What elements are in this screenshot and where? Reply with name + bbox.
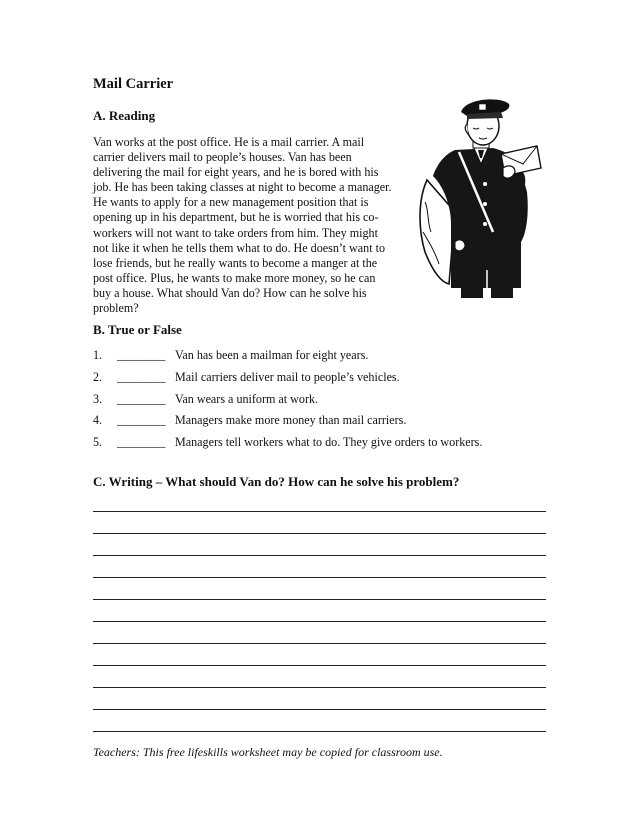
- reading-passage: [93, 135, 413, 316]
- reading-line: workers will not want to take orders from him. They might: [93, 225, 378, 240]
- writing-line[interactable]: [93, 599, 546, 600]
- item-number: 1.: [93, 348, 103, 362]
- mail-carrier-illustration: [415, 92, 553, 302]
- writing-line[interactable]: [93, 511, 546, 512]
- section-b-heading: B. True or False: [93, 322, 182, 337]
- statement-text: Mail carriers deliver mail to people’s vehicles.: [175, 369, 400, 384]
- writing-line[interactable]: [93, 643, 546, 644]
- statement-text: Van has been a mailman for eight years.: [175, 348, 369, 362]
- section-c-heading: C. Writing – What should Van do? How can he solve his problem?: [93, 474, 460, 489]
- statement-text: Van wears a uniform at work.: [175, 391, 319, 406]
- reading-line: Van works at the post office. He is a mail carrier. A mail: [93, 135, 365, 149]
- answer-blank[interactable]: ________: [117, 413, 166, 428]
- statement-text: Managers make more money than mail carriers.: [175, 413, 407, 428]
- reading-line: opening up in his department, but he is worried that his co-: [93, 210, 379, 225]
- reading-line: delivering the mail for eight years, and he is bored with his: [93, 165, 379, 180]
- writing-line[interactable]: [93, 577, 546, 578]
- item-number: 5.: [93, 435, 103, 450]
- reading-line: not like it when he tells them what to do. He doesn’t want to: [93, 240, 385, 255]
- answer-blank[interactable]: ________: [117, 369, 166, 384]
- true-false-item: [93, 391, 548, 413]
- writing-line[interactable]: [93, 621, 546, 622]
- writing-line[interactable]: [93, 665, 546, 666]
- reading-line: problem?: [93, 301, 139, 316]
- worksheet-page: [93, 0, 548, 826]
- section-a-heading: A. Reading: [93, 108, 156, 123]
- writing-line[interactable]: [93, 731, 546, 732]
- true-false-item: [93, 369, 548, 391]
- writing-line[interactable]: [93, 533, 546, 534]
- reading-line: job. He has been taking classes at night to become a manager.: [93, 180, 392, 195]
- true-false-list: [93, 347, 548, 456]
- answer-blank[interactable]: ________: [117, 435, 166, 450]
- reading-line: lose friends, but he really wants to become a manger at the: [93, 255, 378, 270]
- statement-text: Managers tell workers what to do. They give orders to workers.: [175, 435, 483, 450]
- writing-line[interactable]: [93, 709, 546, 710]
- reading-line: post office. Plus, he wants to make more money, so he can: [93, 270, 376, 285]
- worksheet-title: Mail Carrier: [93, 76, 174, 92]
- writing-line[interactable]: [93, 555, 546, 556]
- reading-line: carrier delivers mail to people’s houses. Van has been: [93, 150, 352, 165]
- true-false-item: [93, 347, 548, 369]
- writing-line[interactable]: [93, 687, 546, 688]
- item-number: 3.: [93, 391, 103, 406]
- reading-line: He wants to apply for a new management position that is: [93, 195, 369, 210]
- reading-line: buy a house. What should Van do? How can he solve his: [93, 285, 367, 300]
- answer-blank[interactable]: ________: [117, 348, 166, 362]
- true-false-item: [93, 412, 548, 434]
- answer-blank[interactable]: ________: [117, 391, 166, 406]
- true-false-item: [93, 434, 548, 456]
- item-number: 4.: [93, 413, 103, 428]
- teacher-note: Teachers: This free lifeskills worksheet may be copied for classroom use.: [93, 745, 443, 759]
- item-number: 2.: [93, 369, 103, 384]
